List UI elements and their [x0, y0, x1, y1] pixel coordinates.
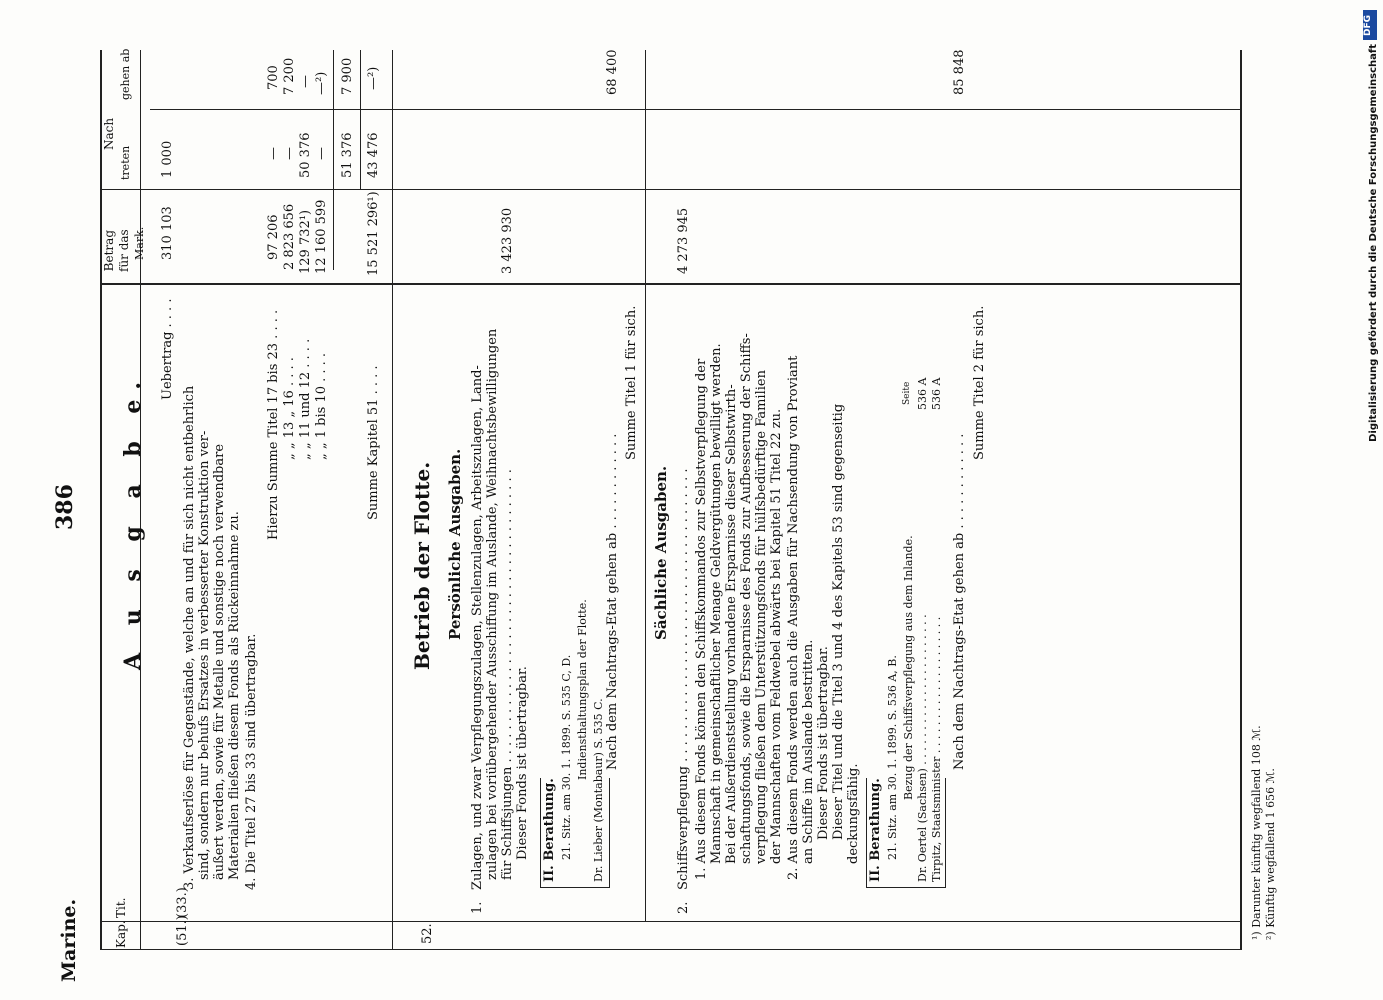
hierzu-1-gehen: 7 200 — [282, 57, 297, 95]
saechlich-nach: Nach dem Nachtrags-Etat gehen ab . . . . . . . . . . . . — [952, 433, 967, 770]
beratung-2: II. Berathung. — [868, 778, 883, 882]
footnote-1: ¹) Darunter künftig wegfallend 108 ℳ. — [1250, 725, 1263, 940]
uebertrag-betrag: 310 103 — [160, 206, 175, 260]
col-tit: Tit. — [114, 897, 128, 918]
bezug-2: Bezug der Schiffsverpflegung aus dem Inlande. — [902, 535, 915, 800]
persoenlich-text-4: Dieser Fonds ist übertragbar. — [515, 666, 530, 860]
hierzu-1-betrag: 2 823 656 — [282, 203, 297, 270]
text4: 4. Die Titel 27 bis 33 sind übertragbar. — [244, 633, 259, 890]
text3-line4: Materialien fließen diesem Fonds als Rückeinnahme zu. — [227, 511, 242, 880]
hierzu-0-treten: — — [266, 147, 281, 160]
dfg-note: Digitalisierung gefördert durch die Deutsche Forschungsgemeinschaft — [1368, 44, 1379, 442]
redner-tirpitz: Tirpitz, Staatsminister . . . . . . . . . . . . . . . . . . . . — [930, 616, 943, 882]
beratung-1: II. Berathung. — [542, 778, 557, 882]
hierzu-1-treten: — — [282, 147, 297, 160]
persoenlich-nach-gehen: 68 400 — [605, 49, 620, 95]
dfg-logo: DFG — [1363, 10, 1377, 40]
note-0: 1. Aus diesem Fonds können den Schiffskommandos zur Selbstverpflegung der — [694, 358, 709, 880]
section-title: Betrieb der Flotte. — [410, 461, 434, 670]
subtotal-rule-2 — [360, 50, 361, 190]
betrag-col-line — [100, 189, 1240, 190]
persoenlich-nach: Nach dem Nachtrags-Etat gehen ab . . . . . . . . . . . . — [605, 433, 620, 770]
note-5: der Mannschaften vom Feldwebel abwärts bei Kapitel 51 Titel 22 zu. — [769, 408, 784, 864]
hierzu-0-betrag: 97 206 — [266, 214, 281, 260]
col-nach: Nach — [102, 117, 116, 150]
footnote-2: ²) Künftig wegfallend 1 656 ℳ. — [1264, 768, 1277, 940]
col-betrag-unit: Mark. — [133, 226, 146, 260]
row-divider-1 — [392, 50, 393, 950]
subtotal-treten: 51 376 — [340, 132, 355, 178]
indienst-1: Indiensthaltungsplan der Flotte. — [576, 599, 589, 780]
uebertrag: Uebertrag . . . . — [160, 298, 175, 400]
saechlich-text: Schiffsverpflegung . . . . . . . . . . . . . . . . . . . . . . . . . . . . . . . . . . . . — [676, 468, 691, 890]
summe-kap-51: Summe Kapitel 51 . . . . — [366, 365, 381, 520]
subtotal-gehen: 7 900 — [340, 57, 355, 95]
hierzu-2: „ „ 11 und 12 . . . . — [298, 338, 313, 460]
col-kap: Kap. — [114, 920, 128, 948]
note-6: 2. Aus diesem Fonds werden auch die Ausgaben für Nachsendung von Proviant — [786, 355, 801, 880]
uebertrag-treten: 1 000 — [160, 140, 175, 178]
tit-2: 2. — [676, 901, 691, 914]
redner-oertel: Dr. Oertel (Sachsen) . . . . . . . . . . . . . . . . . . . . . . — [916, 614, 929, 882]
redner-oertel-seite: 536 A — [916, 377, 929, 410]
saechlich-heading: Sächliche Ausgaben. — [652, 465, 670, 640]
text3-line2: sind, sondern nur behufs Ersatzes in verbesserter Konstruktion ver- — [197, 430, 212, 880]
kap-51: (51.) — [175, 915, 190, 946]
sitzung-2: 21. Sitz. am 30. 1. 1899. S. 536 A, B. — [886, 655, 899, 860]
tit-33: (33.) — [175, 887, 190, 918]
persoenlich-text-3: für Schiffsjungen . . . . . . . . . . . . . . . . . . . . . . . . . . . . . . . . . . . . — [500, 469, 515, 880]
text3-line1: 3. Verkaufserlöse für Gegenstände, welche an und für sich nicht entbehrlich — [182, 385, 197, 890]
header-left: Marine. — [58, 898, 80, 982]
row-divider-2 — [645, 50, 646, 922]
col-betrag: Betrag für das — [102, 229, 131, 272]
note-1: Mannschaft in gemeinschaftlicher Menage Geldvergütungen bewilligt werden. — [709, 343, 724, 864]
hierzu-2-betrag: 129 732¹) — [298, 209, 313, 274]
text3-line3: äußert werden, sowie für Metalle und sonstige noch verwendbare — [212, 443, 227, 880]
hierzu-0-gehen: 700 — [266, 65, 281, 90]
title-ausgabe: A u s g a b e. — [120, 371, 146, 670]
text-col-line — [100, 283, 1240, 285]
top-rule — [100, 50, 102, 950]
hierzu-3-treten: — — [314, 147, 329, 160]
sitzung-1: 21. Sitz. am 30. 1. 1899. S. 535 C, D. — [560, 654, 573, 860]
col-gehen: gehen ab — [119, 48, 132, 100]
redner-tirpitz-seite: 536 A — [930, 377, 943, 410]
bottom-rule — [1240, 50, 1242, 950]
subtotal-rule — [333, 50, 334, 270]
note-8: Dieser Fonds ist übertragbar. — [816, 646, 831, 840]
hierzu-1: „ „ 13 „ 16 . . . . — [282, 357, 297, 460]
note-7: an Schiffe im Auslande bestritten. — [801, 639, 816, 864]
hierzu-0: Hierzu Summe Titel 17 bis 23 . . . . — [266, 309, 281, 540]
note-3: schaftungsfonds, sowie die Ersparnisse des Fonds zur Aufbesserung der Schiffs- — [739, 333, 754, 864]
treten-col-line — [150, 109, 1240, 110]
note-9: Dieser Titel und die Titel 3 und 4 des Kapitels 53 sind gegenseitig — [831, 403, 846, 840]
hierzu-2-gehen: — — [298, 75, 313, 88]
seite-label: Seite — [902, 381, 912, 405]
summe-kap-51-gehen: —²) — [366, 66, 381, 90]
note-4: verpflegung fließen dem Unterstützungsfonds für hülfsbedürftige Familien — [754, 370, 769, 864]
summe-kap-51-treten: 43 476 — [366, 132, 381, 178]
hierzu-3: „ „ 1 bis 10 . . . . — [314, 352, 329, 460]
note-10: deckungsfähig. — [846, 763, 861, 864]
hierzu-3-betrag: 12 160 599 — [314, 199, 329, 274]
saechlich-betrag: 4 273 945 — [676, 207, 691, 274]
kap-52: 52. — [420, 923, 435, 944]
note-2: Bei der Außerdienststellung vorhandene Ersparnisse dieser Selbstwirth- — [724, 384, 739, 864]
redner-1: Dr. Lieber (Montabaur) S. 535 C. — [592, 698, 605, 882]
page-number: 386 — [52, 484, 78, 530]
hierzu-2-treten: 50 376 — [298, 132, 313, 178]
persoenlich-heading: Persönliche Ausgaben. — [446, 448, 464, 640]
saechlich-summe: Summe Titel 2 für sich. — [972, 305, 987, 460]
col-treten: treten — [119, 145, 132, 180]
persoenlich-summe: Summe Titel 1 für sich. — [624, 305, 639, 460]
kap-col-line — [100, 949, 1240, 950]
hierzu-3-gehen: —²) — [314, 71, 329, 95]
saechlich-nach-gehen: 85 848 — [952, 49, 967, 95]
persoenlich-text-2: zulagen bei voriübergehender Ausschiffung im Auslande, Weihnachtsbewilligungen — [485, 328, 500, 880]
persoenlich-text-1: Zulagen, und zwar Verpflegungszulagen, Stellenzulagen, Arbeitszulagen, Land- — [470, 365, 485, 890]
tit-col-line — [100, 921, 1240, 922]
persoenlich-betrag: 3 423 930 — [500, 207, 515, 274]
summe-kap-51-betrag: 15 521 296¹) — [366, 191, 381, 276]
tit-1: 1. — [470, 901, 485, 914]
